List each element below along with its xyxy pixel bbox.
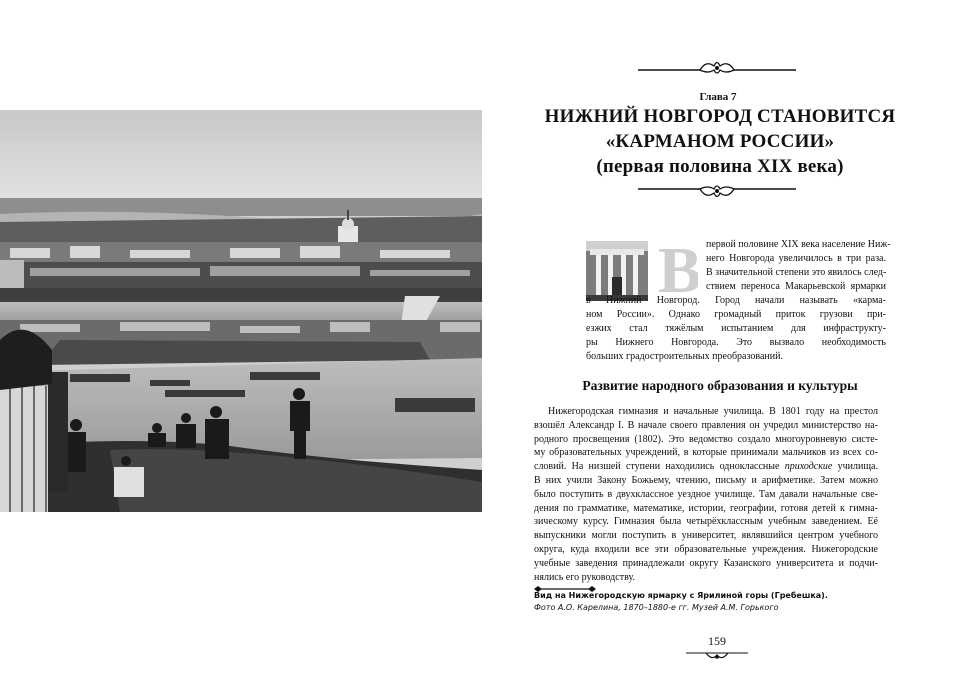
body-line: родного просвещения (1802). Это ведомство создало многоуровневую систе- <box>534 433 878 445</box>
intro-line: первой половине XIX века население Ниж- <box>706 239 891 250</box>
body-line: В них учили Закону Божьему, чтению, письму и арифметике. Затем можно <box>534 474 878 486</box>
page-number: 159 <box>708 634 726 648</box>
body-line: учебные заведения принадлежали округу Казанского университета и подчи- <box>534 557 878 569</box>
intro-paragraph <box>586 238 891 364</box>
body-line: зическому курсу. Гимназия была четырёхклассным учебным заведением. Её <box>534 516 878 528</box>
chapter-title-line: «КАРМАНОМ РОССИИ» <box>605 131 835 152</box>
intro-line: больших градостроительных преобразований. <box>586 351 783 362</box>
body-line-text: училища. <box>832 461 878 473</box>
body-line: было поступить в двухклассное уездное училище. Там давали начальные све- <box>534 488 878 500</box>
body-line: округа, куда входили все эти образовательные учреждения. Нижегородские <box>534 543 878 555</box>
intro-line: езжих стал тяжёлым испытанием для инфраструкту- <box>586 323 886 334</box>
intro-drop-cap <box>654 236 698 300</box>
caption-ornament-rule <box>534 578 596 586</box>
photo-caption-title: Вид на Нижегородскую ярмарку с Ярилиной горы (Гребешка). <box>534 591 828 600</box>
body-line: взошёл Александр I. В начале своего правления он учредил министерство на- <box>534 419 878 431</box>
body-line: выпускники могли поступить в университет, являвшийся центром учебного <box>534 530 878 542</box>
chapter-title-line: (первая половина XIX века) <box>596 156 844 177</box>
section-body <box>534 405 878 584</box>
intro-building-photo <box>586 241 648 301</box>
photo-caption-credit: Фото А.О. Карелина, 1870–1880-е гг. Музей А.М. Горького <box>534 603 779 612</box>
body-line-text: словий. На низшей ступени находились одноклассные <box>534 461 785 473</box>
body-line: дения по грамматике, математике, истории, географии, готовя детей к гимна- <box>534 502 878 514</box>
intro-line: в Нижний Новгород. Город начали называть «карма- <box>586 295 886 306</box>
intro-line: ном России». Однако громадный приток грузови при- <box>586 309 886 320</box>
bottom-ornament <box>684 648 750 662</box>
body-line-italic: приходские <box>784 461 833 473</box>
body-line: нялись его руководству. <box>534 571 635 583</box>
intro-line: него Новгорода увеличилось в три раза. <box>706 253 886 264</box>
chapter-title <box>540 104 900 179</box>
intro-line: В значительной степени это явилось след- <box>706 267 887 278</box>
intro-line: ствием переноса Макарьевской ярмарки <box>706 281 886 292</box>
mid-ornament-divider <box>636 181 798 203</box>
section-heading: Развитие народного образования и культуры <box>582 378 858 393</box>
body-line: му образовательных учреждений, в которые принимали мальчиков из всех со- <box>534 447 878 459</box>
top-ornament-divider <box>636 56 798 78</box>
intro-line: ры Нижнего Новгорода. Это вызвало необходимость <box>586 337 886 348</box>
body-line <box>534 460 878 474</box>
chapter-label: Глава 7 <box>699 91 737 103</box>
fair-panorama-photo <box>0 110 482 512</box>
body-line: Нижегородская гимназия и начальные училища. В 1801 году на престол <box>548 406 878 417</box>
drop-cap-letter: В <box>658 236 698 300</box>
chapter-title-line: НИЖНИЙ НОВГОРОД СТАНОВИТСЯ <box>544 106 896 127</box>
